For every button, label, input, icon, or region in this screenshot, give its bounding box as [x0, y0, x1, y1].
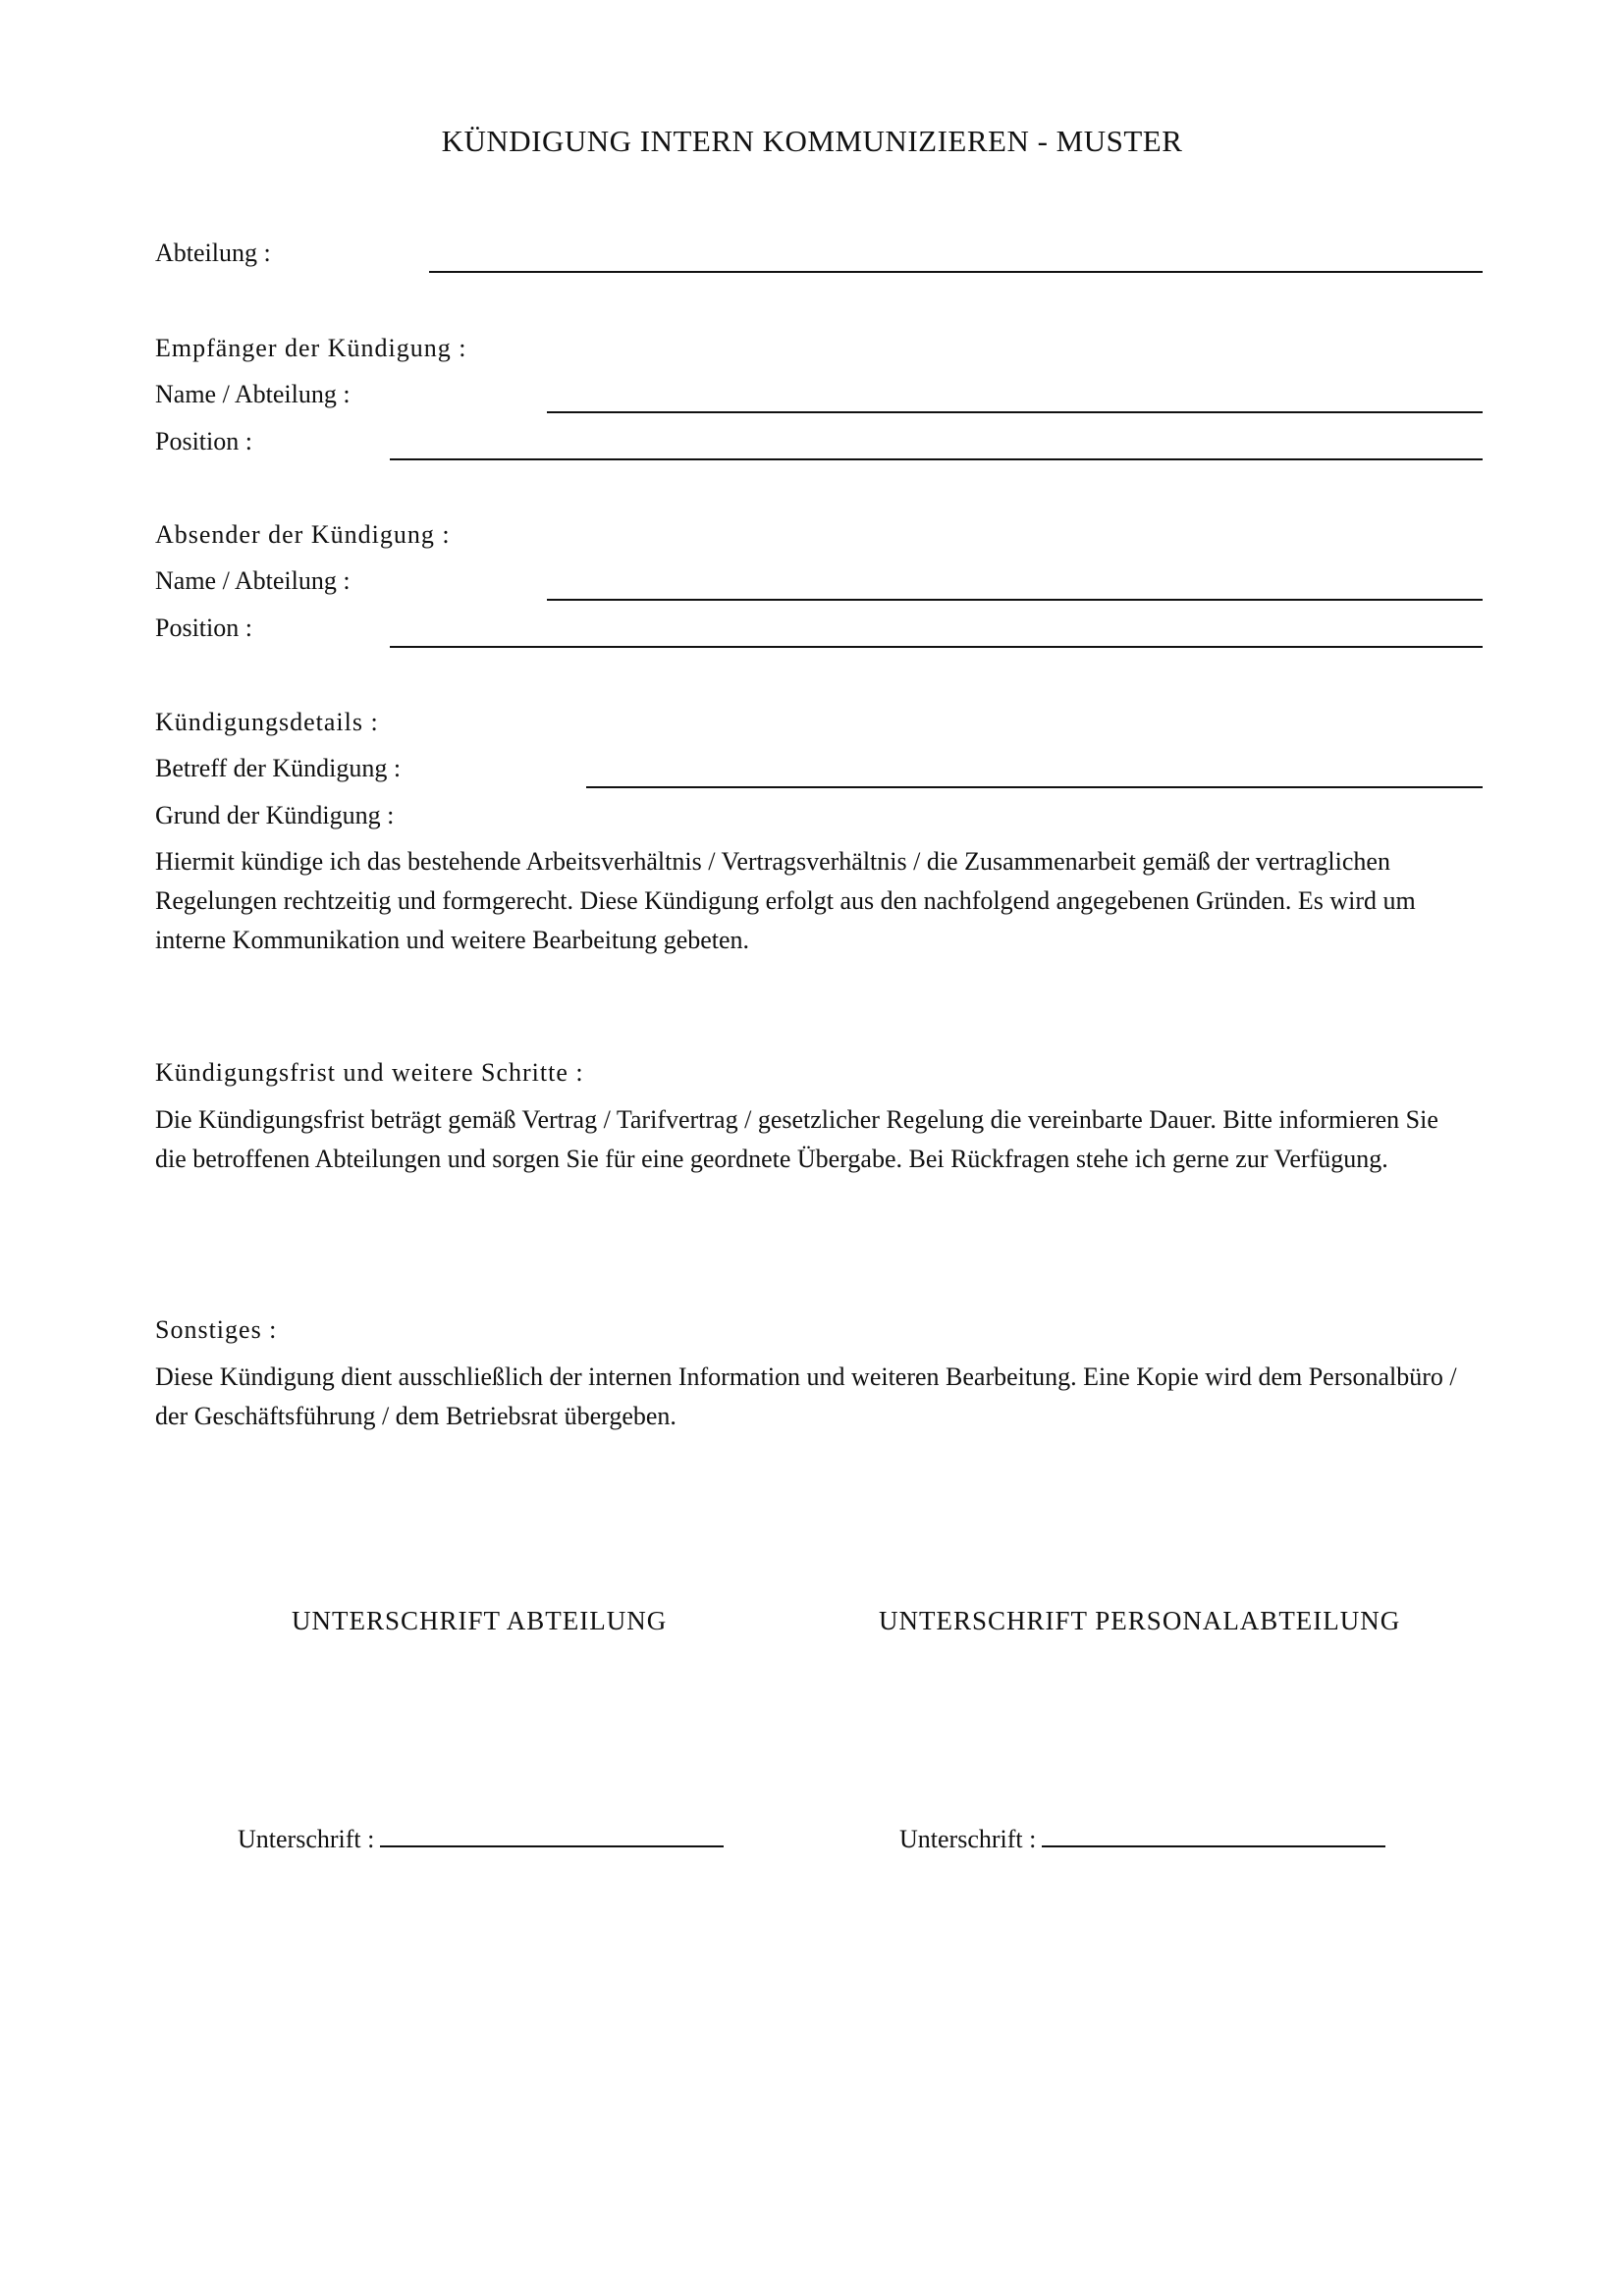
- sonstiges-heading: Sonstiges :: [155, 1315, 278, 1344]
- absender-position-label: Position :: [155, 614, 252, 642]
- details-heading: Kündigungsdetails :: [155, 708, 379, 736]
- signature-heading-personalabteilung: UNTERSCHRIFT PERSONALABTEILUNG: [879, 1606, 1401, 1635]
- empfaenger-position-field-line[interactable]: [390, 458, 1483, 460]
- empfaenger-name-field-line[interactable]: [547, 411, 1483, 413]
- empfaenger-position-label: Position :: [155, 427, 252, 455]
- empfaenger-name-label: Name / Abteilung :: [155, 380, 351, 408]
- details-betreff-field-line[interactable]: [586, 786, 1483, 788]
- absender-heading: Absender der Kündigung :: [155, 520, 451, 549]
- abteilung-field-line[interactable]: [429, 271, 1483, 273]
- frist-paragraph: Die Kündigungsfrist beträgt gemäß Vertrag / Tarifvertrag / gesetzlicher Regelung die vereinbarte Dauer. Bitte informieren Sie die betroffenen Abteilungen und sorgen Sie für eine geordnete Übergabe. Bei Rückfragen stehe ich gerne zur Verfügung.: [155, 1105, 1438, 1173]
- signature-field-personalabteilung[interactable]: [1042, 1822, 1385, 1847]
- details-grund-label: Grund der Kündigung :: [155, 801, 395, 829]
- signature-row-abteilung: [238, 1822, 724, 1854]
- details-paragraph: Hiermit kündige ich das bestehende Arbeitsverhältnis / Vertragsverhältnis / die Zusammenarbeit gemäß der vertraglichen Regelungen rechtzeitig und formgerecht. Diese Kündigung erfolgt aus den nachfolgend angegebenen Gründen. Es wird um interne Kommunikation und weitere Bearbeitung gebeten.: [155, 847, 1416, 954]
- signature-field-abteilung[interactable]: [380, 1822, 724, 1847]
- absender-name-field-line[interactable]: [547, 599, 1483, 601]
- empfaenger-heading: Empfänger der Kündigung :: [155, 334, 467, 362]
- signature-label-personalabteilung: Unterschrift :: [899, 1825, 1037, 1853]
- signature-label-abteilung: Unterschrift :: [238, 1825, 375, 1853]
- signature-row-personalabteilung: [899, 1822, 1385, 1854]
- abteilung-label: Abteilung :: [155, 239, 271, 267]
- absender-name-label: Name / Abteilung :: [155, 566, 351, 595]
- absender-position-field-line[interactable]: [390, 646, 1483, 648]
- signature-heading-abteilung: UNTERSCHRIFT ABTEILUNG: [292, 1606, 668, 1635]
- document-title: KÜNDIGUNG INTERN KOMMUNIZIEREN - MUSTER: [441, 124, 1183, 158]
- sonstiges-paragraph: Diese Kündigung dient ausschließlich der internen Information und weiteren Bearbeitung. Eine Kopie wird dem Personalbüro / der Geschäftsführung / dem Betriebsrat übergeben.: [155, 1362, 1457, 1430]
- details-betreff-label: Betreff der Kündigung :: [155, 754, 402, 782]
- frist-heading: Kündigungsfrist und weitere Schritte :: [155, 1058, 584, 1087]
